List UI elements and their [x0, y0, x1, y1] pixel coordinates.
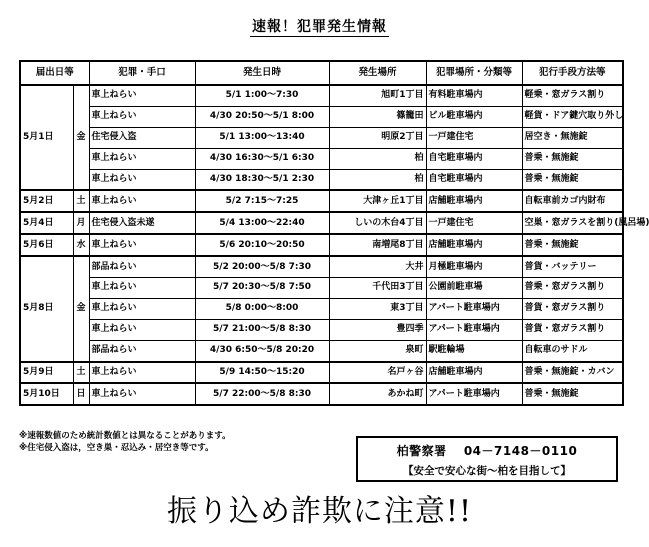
occurred-time-cell: 5/8 0:00～8:00 — [195, 298, 329, 319]
crime-table-body — [20, 85, 649, 405]
contact-motto: 【安全で安心な街～柏を目指して】 — [403, 465, 571, 477]
occurred-time-cell: 5/6 20:10～20:50 — [195, 234, 329, 256]
crime-type-cell: 車上ねらい — [89, 190, 195, 212]
occurred-time-cell: 5/2 20:00～5/8 7:30 — [195, 256, 329, 277]
occurred-time-cell: 5/2 7:15～7:25 — [195, 190, 329, 212]
method-cell: 自転車前カゴ内財布 — [522, 190, 623, 212]
occurred-time-cell: 4/30 18:30～5/1 2:30 — [195, 169, 329, 190]
category-cell: 自宅駐車場内 — [426, 169, 522, 190]
weekday-cell: 土 — [73, 190, 89, 212]
occurred-time-cell: 4/30 6:50～5/8 20:20 — [195, 340, 329, 361]
category-cell: 月極駐車場内 — [426, 256, 522, 277]
contact-phone: 柏警察署 04－7148－0110 — [396, 444, 578, 458]
table-row — [20, 106, 623, 127]
report-date-cell: 5月9日 — [20, 362, 73, 384]
method-cell: 普乗・窓ガラス割り — [522, 278, 623, 299]
place-cell: 千代田3丁目 — [329, 278, 426, 299]
crime-type-cell: 部品ねらい — [89, 256, 195, 277]
page-title — [0, 16, 639, 36]
place-cell: 名戸ヶ谷 — [329, 362, 426, 384]
weekday-cell: 水 — [73, 234, 89, 256]
occurred-time-cell: 4/30 20:50～5/1 8:00 — [195, 106, 329, 127]
header-place: 発生場所 — [329, 61, 426, 85]
header-occurred-time: 発生日時 — [195, 61, 329, 85]
category-cell: 公園前駐車場 — [426, 278, 522, 299]
crime-table — [19, 60, 649, 406]
place-cell: 旭町1丁目 — [329, 85, 426, 106]
table-row — [20, 340, 623, 361]
category-cell: アパート駐車場内 — [426, 298, 522, 319]
method-cell: 普乗・無施錠 — [522, 169, 623, 190]
crime-type-cell: 車上ねらい — [89, 319, 195, 340]
table-row — [20, 256, 623, 277]
category-cell: 一戸建住宅 — [426, 212, 522, 234]
category-cell: 店舗駐車場内 — [426, 362, 522, 384]
occurred-time-cell: 4/30 16:30～5/1 6:30 — [195, 148, 329, 169]
contact-box — [356, 436, 618, 482]
category-cell: 有料駐車場内 — [426, 85, 522, 106]
table-row — [20, 127, 623, 148]
table-header-row — [20, 61, 623, 85]
place-cell: 篠籠田 — [329, 106, 426, 127]
method-cell: 普乗・無施錠 — [522, 234, 623, 256]
crime-type-cell: 車上ねらい — [89, 234, 195, 256]
method-cell: 普乗・無施錠・カバン — [522, 362, 623, 384]
weekday-cell: 土 — [73, 362, 89, 384]
weekday-cell: 日 — [73, 383, 89, 405]
report-date-cell: 5月1日 — [20, 85, 73, 190]
category-cell: アパート駐車場内 — [426, 319, 522, 340]
category-cell: 自宅駐車場内 — [426, 148, 522, 169]
crime-type-cell: 車上ねらい — [89, 148, 195, 169]
method-cell: 居空き・無施錠 — [522, 127, 623, 148]
table-row — [20, 85, 623, 106]
occurred-time-cell: 5/7 22:00～5/8 8:30 — [195, 383, 329, 405]
table-row — [20, 148, 623, 169]
table-row — [20, 383, 623, 405]
note-line: ※速報数値のため統計数値とは異なることがあります。 — [19, 431, 231, 441]
method-cell: 空巣・窓ガラスを割り(風呂場) — [522, 212, 623, 234]
occurred-time-cell: 5/9 14:50～15:20 — [195, 362, 329, 384]
crime-type-cell: 車上ねらい — [89, 169, 195, 190]
report-date-cell: 5月2日 — [20, 190, 73, 212]
crime-type-cell: 車上ねらい — [89, 298, 195, 319]
table-row — [20, 190, 623, 212]
page-title-text: 速報！犯罪発生情報 — [252, 19, 387, 35]
occurred-time-cell: 5/1 13:00～13:40 — [195, 127, 329, 148]
note-line: ※住宅侵入盗は，空き巣・忍込み・居空き等です。 — [19, 443, 214, 453]
category-cell: ビル駐車場内 — [426, 106, 522, 127]
notes — [19, 430, 231, 454]
table-row — [20, 319, 623, 340]
place-cell: 豊四季 — [329, 319, 426, 340]
method-cell: 自転車のサドル — [522, 340, 623, 361]
place-cell: 大井 — [329, 256, 426, 277]
place-cell: 柏 — [329, 169, 426, 190]
method-cell: 普貨・バッテリー — [522, 256, 623, 277]
header-category: 犯罪場所・分類等 — [426, 61, 522, 85]
fraud-warning-slogan: 振り込め詐欺に注意!! — [166, 494, 473, 529]
method-cell: 普貨・窓ガラス割り — [522, 298, 623, 319]
place-cell: 泉町 — [329, 340, 426, 361]
category-cell: 店舗駐車場内 — [426, 190, 522, 212]
occurred-time-cell: 5/1 1:00～7:30 — [195, 85, 329, 106]
weekday-cell: 金 — [73, 85, 89, 190]
method-cell: 軽貨・ドア鍵穴取り外し — [522, 106, 623, 127]
crime-type-cell: 住宅侵入盗 — [89, 127, 195, 148]
place-cell: 南増尾8丁目 — [329, 234, 426, 256]
place-cell: 明原2丁目 — [329, 127, 426, 148]
crime-type-cell: 住宅侵入盗未遂 — [89, 212, 195, 234]
report-date-cell: 5月8日 — [20, 256, 73, 361]
place-cell: 東3丁目 — [329, 298, 426, 319]
weekday-cell: 月 — [73, 212, 89, 234]
report-date-cell: 5月10日 — [20, 383, 73, 405]
weekday-cell: 金 — [73, 256, 89, 361]
header-crime-type: 犯罪・手口 — [89, 61, 195, 85]
place-cell: 大津ヶ丘1丁目 — [329, 190, 426, 212]
crime-type-cell: 車上ねらい — [89, 106, 195, 127]
occurred-time-cell: 5/7 20:30～5/8 7:50 — [195, 278, 329, 299]
crime-type-cell: 車上ねらい — [89, 278, 195, 299]
crime-type-cell: 車上ねらい — [89, 362, 195, 384]
category-cell: 一戸建住宅 — [426, 127, 522, 148]
method-cell: 普乗・無施錠 — [522, 148, 623, 169]
crime-type-cell: 車上ねらい — [89, 383, 195, 405]
report-date-cell: 5月6日 — [20, 234, 73, 256]
header-method: 犯行手段方法等 — [522, 61, 623, 85]
occurred-time-cell: 5/7 21:00～5/8 8:30 — [195, 319, 329, 340]
method-cell: 軽乗・窓ガラス割り — [522, 85, 623, 106]
table-row — [20, 234, 623, 256]
table-row — [20, 169, 623, 190]
header-report-date: 届出日等 — [20, 61, 89, 85]
place-cell: 柏 — [329, 148, 426, 169]
method-cell: 普乗・無施錠 — [522, 383, 623, 405]
table-row — [20, 298, 623, 319]
table-row — [20, 212, 623, 234]
table-row — [20, 362, 623, 384]
category-cell: 店舗駐車場内 — [426, 234, 522, 256]
place-cell: あかね町 — [329, 383, 426, 405]
method-cell: 普貨・窓ガラス割り — [522, 319, 623, 340]
report-date-cell: 5月4日 — [20, 212, 73, 234]
category-cell: 駅駐輪場 — [426, 340, 522, 361]
table-row — [20, 278, 623, 299]
occurred-time-cell: 5/4 13:00～22:40 — [195, 212, 329, 234]
category-cell: アパート駐車場内 — [426, 383, 522, 405]
place-cell: しいの木台4丁目 — [329, 212, 426, 234]
crime-type-cell: 車上ねらい — [89, 85, 195, 106]
crime-type-cell: 部品ねらい — [89, 340, 195, 361]
